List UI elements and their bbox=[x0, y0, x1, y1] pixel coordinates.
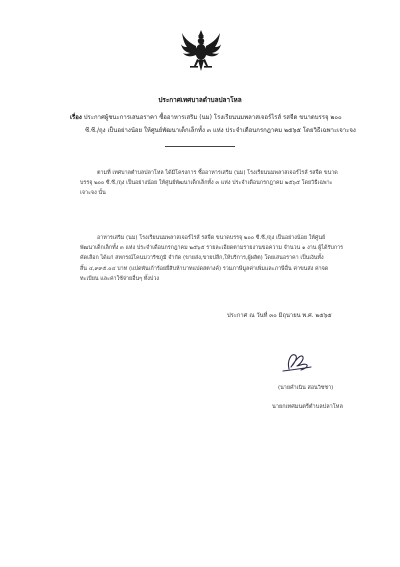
subject-line-1: ประกาศผู้ชนะการเสนอราคา ซื้ออาหารเสริม (นม) โรงเรียนนมพลาสเจอร์ไรส์ รสจืด ขนาดบรรจุ ๒๐๐ bbox=[83, 114, 342, 121]
signatory-name: (นายคำเนิน สอนวิชชา) bbox=[278, 385, 334, 391]
paragraph-2-line: ทะเบียน และค่าใช้จ่ายอื่นๆ ทั้งปวง bbox=[80, 275, 160, 282]
subject-line-2: ซี.ซี./ถุง เป็นอย่างน้อย ให้ศูนย์พัฒนาเด็กเล็กทั้ง ๓ แห่ง ประจำเดือนกรกฎาคม ๒๕๖๕ โดยวิธีเฉพาะเจาะจง bbox=[85, 126, 356, 134]
handwritten-signature-icon bbox=[277, 347, 317, 377]
subject-label: เรื่อง bbox=[70, 114, 82, 121]
garuda-emblem-icon bbox=[181, 29, 221, 73]
signatory-title: นายกเทศมนตรีตำบลปลาโหล bbox=[272, 404, 343, 410]
announcement-date: ประกาศ ณ วันที่ ๓๐ มิถุนายน พ.ศ. ๒๕๖๕ bbox=[227, 313, 332, 319]
paragraph-1-line: บรรจุ ๒๐๐ ซี.ซี./ถุง เป็นอย่างน้อย ให้ศูนย์พัฒนาเด็กเล็กทั้ง ๓ แห่ง ประจำเดือนกรกฎาคม ๒๕๖๕ โดยวิธีเฉพาะ bbox=[80, 180, 333, 187]
paragraph-1-line: เจาะจง นั้น bbox=[80, 190, 106, 197]
header-divider bbox=[165, 146, 235, 147]
body-paragraph-1 bbox=[80, 168, 370, 199]
paragraph-2-line: สิ้น ๔,๙๙๕.๐๔ บาท (แปดพันเก้าร้อยยี่สิบห้าบาทแปดสตางค์) รวมภาษีมูลค่าเพิ่มและภาษีอื่น ค่าขนส่ง ค่าจด bbox=[80, 265, 329, 272]
paragraph-2-line: อาหารเสริม (นม) โรงเรียนนมพลาสเจอร์ไรส์ รสจืด ขนาดบรรจุ ๒๐๐ ซี.ซี./ถุง เป็นอย่างน้อย ให้ศูนย์ bbox=[97, 235, 326, 241]
subject-block bbox=[70, 112, 370, 137]
paragraph-1-line: ตามที่ เทศบาลตำบลปลาโหล ได้มีโครงการ ซื้ออาหารเสริม (นม) โรงเรียนนมพลาสเจอร์ไรส์ รสจืด ขนาด bbox=[97, 170, 338, 176]
paragraph-2-line: พัฒนาเด็กเล็กทั้ง ๓ แห่ง ประจำเดือนกรกฎาคม ๒๕๖๕ รายละเอียดตามรายงานขอความ จำนวน ๑ งาน ผู้ได้รับการ bbox=[80, 245, 344, 252]
organization-title: ประกาศเทศบาลตำบลปลาโหล bbox=[158, 96, 242, 104]
body-paragraph-2 bbox=[80, 233, 370, 284]
paragraph-2-line: คัดเลือก ได้แก่ สหกรณ์โคนมวาริชภูมิ จำกัด (ขายส่ง,ขายปลีก,ให้บริการ,ผู้ผลิต) โดยเสนอราคา เป็นเงินทั้ง bbox=[80, 255, 324, 262]
